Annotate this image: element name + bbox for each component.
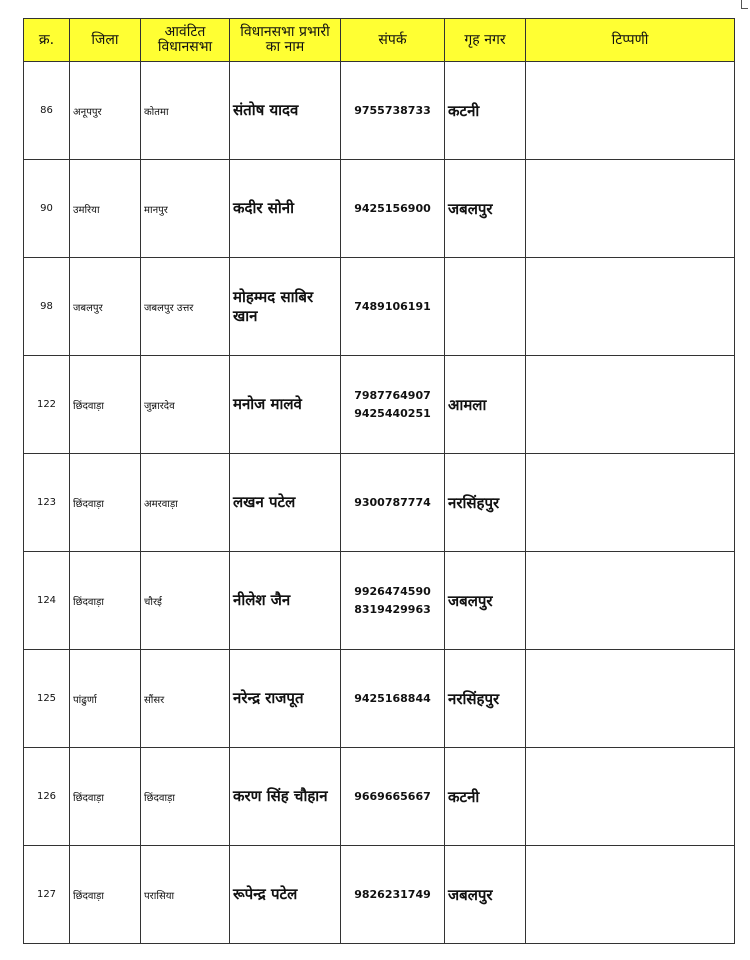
table-row xyxy=(24,62,735,160)
row-home-city: कटनी xyxy=(445,748,526,846)
row-assembly: कोतमा xyxy=(141,62,230,160)
row-home-city: जबलपुर xyxy=(445,846,526,944)
row-remarks xyxy=(526,454,735,552)
row-serial: 127 xyxy=(24,846,70,944)
header-serial: क्र. xyxy=(24,19,70,62)
phone-number: 9669665667 xyxy=(354,789,431,803)
phone-number: 7489106191 xyxy=(354,299,431,313)
phone-number: 9425168844 xyxy=(354,691,431,705)
row-serial: 98 xyxy=(24,258,70,356)
page-corner-mark xyxy=(741,0,748,9)
row-district: छिंदवाड़ा xyxy=(70,356,141,454)
row-district: अनूपपुर xyxy=(70,62,141,160)
row-contact xyxy=(341,552,445,650)
row-home-city: जबलपुर xyxy=(445,160,526,258)
phone-number: 9755738733 xyxy=(354,103,431,117)
row-serial: 122 xyxy=(24,356,70,454)
row-district: छिंदवाड़ा xyxy=(70,552,141,650)
row-incharge-name: कदीर सोनी xyxy=(230,160,341,258)
phone-number-secondary: 9425440251 xyxy=(354,406,431,420)
table-row xyxy=(24,258,735,356)
row-contact xyxy=(341,454,445,552)
row-home-city: नरसिंहपुर xyxy=(445,454,526,552)
row-incharge-name: नरेन्द्र राजपूत xyxy=(230,650,341,748)
row-assembly: सौंसर xyxy=(141,650,230,748)
row-contact xyxy=(341,748,445,846)
row-home-city: आमला xyxy=(445,356,526,454)
row-remarks xyxy=(526,258,735,356)
row-incharge-name: लखन पटेल xyxy=(230,454,341,552)
table-row xyxy=(24,160,735,258)
row-home-city: नरसिंहपुर xyxy=(445,650,526,748)
phone-number-secondary: 8319429963 xyxy=(354,602,431,616)
row-remarks xyxy=(526,650,735,748)
row-remarks xyxy=(526,62,735,160)
phone-number: 9826231749 xyxy=(354,887,431,901)
row-remarks xyxy=(526,160,735,258)
row-assembly: जुन्नारदेव xyxy=(141,356,230,454)
row-remarks xyxy=(526,846,735,944)
row-serial: 86 xyxy=(24,62,70,160)
row-district: छिंदवाड़ा xyxy=(70,454,141,552)
row-serial: 125 xyxy=(24,650,70,748)
incharge-table xyxy=(23,18,735,944)
row-remarks xyxy=(526,356,735,454)
row-serial: 126 xyxy=(24,748,70,846)
row-serial: 123 xyxy=(24,454,70,552)
header-incharge: विधानसभा प्रभारी का नाम xyxy=(230,19,341,62)
table-header-row xyxy=(24,19,735,62)
row-incharge-name: रूपेन्द्र पटेल xyxy=(230,846,341,944)
row-serial: 124 xyxy=(24,552,70,650)
table-row xyxy=(24,650,735,748)
row-assembly: छिंदवाड़ा xyxy=(141,748,230,846)
phone-number: 9425156900 xyxy=(354,201,431,215)
row-contact xyxy=(341,846,445,944)
row-incharge-name: मनोज मालवे xyxy=(230,356,341,454)
header-remarks: टिप्पणी xyxy=(526,19,735,62)
row-assembly: परासिया xyxy=(141,846,230,944)
row-district: छिंदवाड़ा xyxy=(70,846,141,944)
table-row xyxy=(24,356,735,454)
header-home-city: गृह नगर xyxy=(445,19,526,62)
row-assembly: अमरवाड़ा xyxy=(141,454,230,552)
row-assembly: मानपुर xyxy=(141,160,230,258)
row-district: उमरिया xyxy=(70,160,141,258)
row-home-city xyxy=(445,258,526,356)
phone-number: 9300787774 xyxy=(354,495,431,509)
row-incharge-name: करण सिंह चौहान xyxy=(230,748,341,846)
header-assembly: आवंटित विधानसभा xyxy=(141,19,230,62)
header-district: जिला xyxy=(70,19,141,62)
header-contact: संपर्क xyxy=(341,19,445,62)
row-assembly: चौरई xyxy=(141,552,230,650)
row-home-city: कटनी xyxy=(445,62,526,160)
row-remarks xyxy=(526,552,735,650)
row-incharge-name: मोहम्मद साबिर खान xyxy=(230,258,341,356)
row-assembly: जबलपुर उत्तर xyxy=(141,258,230,356)
phone-number: 7987764907 xyxy=(354,388,431,402)
row-serial: 90 xyxy=(24,160,70,258)
row-contact xyxy=(341,258,445,356)
row-contact xyxy=(341,160,445,258)
row-contact xyxy=(341,356,445,454)
row-home-city: जबलपुर xyxy=(445,552,526,650)
table-row xyxy=(24,846,735,944)
row-district: पांढुर्णा xyxy=(70,650,141,748)
row-district: जबलपुर xyxy=(70,258,141,356)
phone-number: 9926474590 xyxy=(354,584,431,598)
row-contact xyxy=(341,62,445,160)
row-district: छिंदवाड़ा xyxy=(70,748,141,846)
row-incharge-name: संतोष यादव xyxy=(230,62,341,160)
table-row xyxy=(24,454,735,552)
row-contact xyxy=(341,650,445,748)
row-remarks xyxy=(526,748,735,846)
table-row xyxy=(24,748,735,846)
table-row xyxy=(24,552,735,650)
row-incharge-name: नीलेश जैन xyxy=(230,552,341,650)
